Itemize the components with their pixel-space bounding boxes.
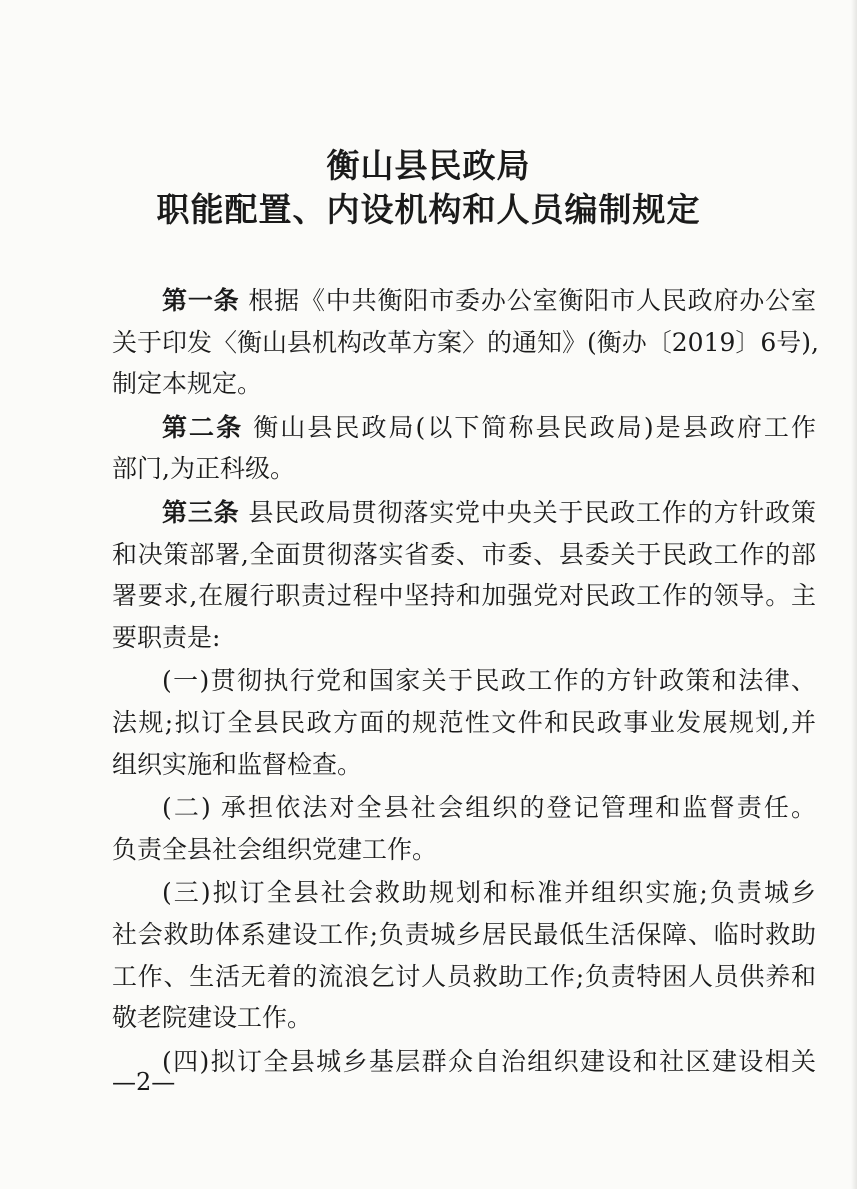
article-number: 第一条 [162,286,240,315]
line-text: 要职责是: [112,622,221,652]
line-text: 社会救助体系建设工作;负责城乡居民最低生活保障、临时救助 [112,919,816,949]
line-text: 和决策部署,全面贯彻落实省委、市委、县委关于民政工作的部 [112,539,816,569]
line-text: 工作、生活无着的流浪乞讨人员救助工作;负责特困人员供养和 [112,961,816,991]
line-text: 组织实施和监督检查。 [112,749,363,779]
line-text: 衡山县民政局(以下简称县民政局)是县政府工作 [243,412,816,442]
article-line [112,492,816,534]
document-body [112,280,819,1082]
text-line [112,829,816,871]
text-line [112,956,816,998]
line-text: 署要求,在履行职责过程中坚持和加强党对民政工作的领导。主 [112,581,816,611]
text-line [112,660,816,702]
article-number: 第二条 [162,412,244,442]
text-line [112,617,816,659]
scan-edge-shadow [851,0,857,1189]
text-line [112,702,816,744]
text-line [112,914,816,956]
line-text: 负责全县社会组织党建工作。 [112,834,438,864]
text-line [112,872,816,914]
text-line [112,322,819,364]
article-line [112,407,816,449]
text-line [112,448,816,490]
line-text: 制定本规定。 [112,369,263,399]
text-line [112,744,816,786]
article-line [112,280,816,322]
text-line [112,997,816,1039]
page-number: —2— [112,1068,176,1096]
text-line [112,575,816,617]
line-text: (四)拟订全县城乡基层群众自治组织建设和社区建设相关 [162,1046,816,1076]
text-line [112,363,816,405]
article-number: 第三条 [162,497,240,527]
line-text: 县民政局贯彻落实党中央关于民政工作的方针政策 [239,497,816,527]
line-text: 法规;拟订全县民政方面的规范性文件和民政事业发展规划,并 [112,707,816,737]
line-text: 部门,为正科级。 [112,454,295,484]
line-text: 根据《中共衡阳市委办公室衡阳市人民政府办公室 [239,286,816,315]
line-text: (二) 承担依法对全县社会组织的登记管理和监督责任。 [162,793,816,823]
text-line [112,1041,816,1083]
line-text: 敬老院建设工作。 [112,1003,313,1033]
document-title-line2: 职能配置、内设机构和人员编制规定 [156,190,701,229]
line-text: (三)拟订全县社会救助规划和标准并组织实施;负责城乡 [162,878,816,908]
document-title-line1: 衡山县民政局 [326,146,531,185]
line-text: 关于印发〈衡山县机构改革方案〉的通知》(衡办〔2019〕6号), [112,327,819,357]
text-line [112,787,816,829]
text-line [112,534,816,576]
line-text: (一)贯彻执行党和国家关于民政工作的方针政策和法律、 [162,666,816,696]
